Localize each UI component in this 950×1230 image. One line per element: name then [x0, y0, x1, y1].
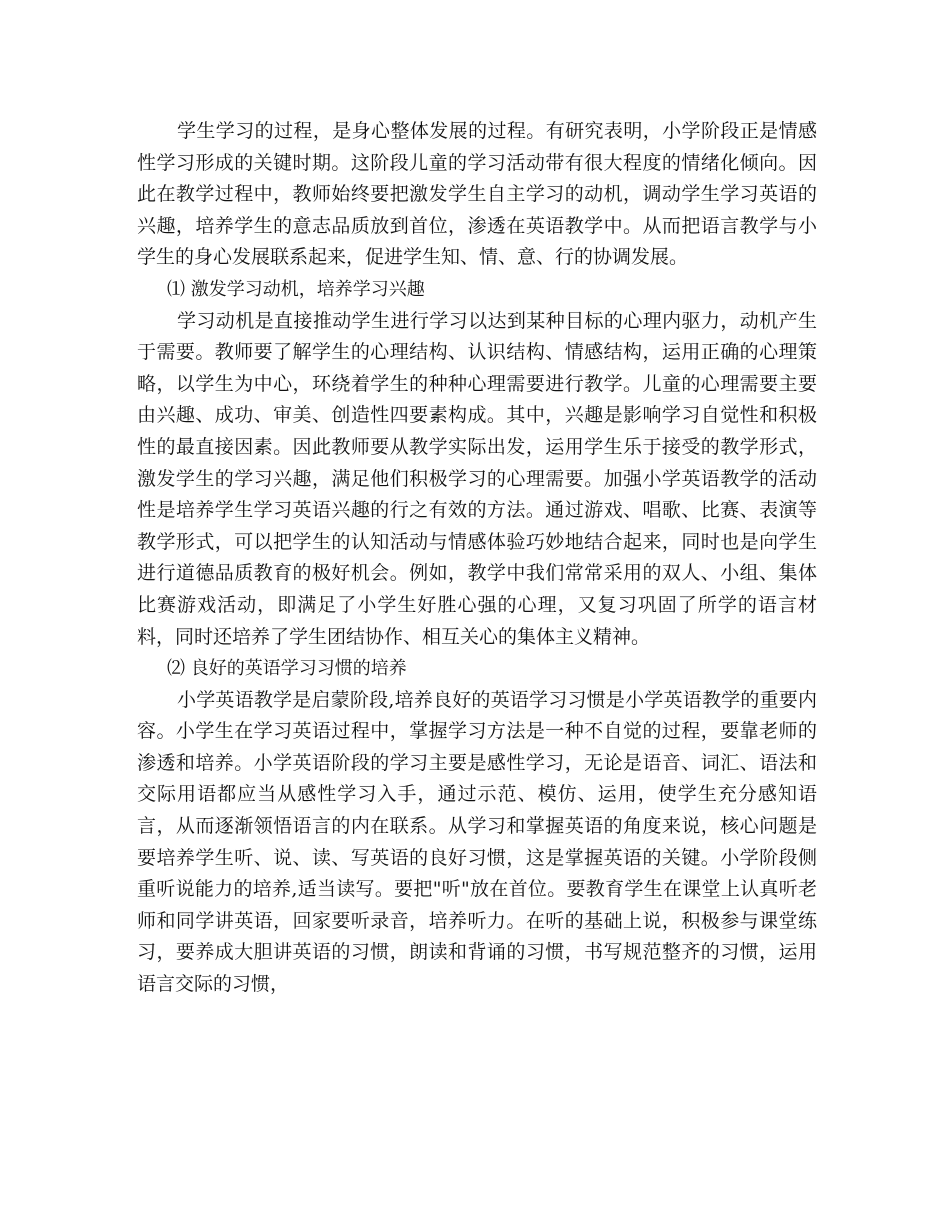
paragraph-motivation: 学习动机是直接推动学生进行学习以达到某种目标的心理内驱力，动机产生于需要。教师要了解学生的心理结构、认识结构、情感结构，运用正确的心理策略，以学生为中心，环绕着学生的种种心理需要进行教学。儿童的心理需要主要由兴趣、成功、审美、创造性四要素构成。其中，兴趣是影响学习自觉性和积极性的最直接因素。因此教师要从教学实际出发，运用学生乐于接受的教学形式，激发学生的学习兴趣，满足他们积极学习的心理需要。加强小学英语教学的活动性是培养学生学习英语兴趣的行之有效的方法。通过游戏、唱歌、比赛、表演等教学形式，可以把学生的认知活动与情感体验巧妙地结合起来，同时也是向学生进行道德品质教育的极好机会。例如，教学中我们常常采用的双人、小组、集体比赛游戏活动，即满足了小学生好胜心强的心理，又复习巩固了所学的语言材料，同时还培养了学生团结协作、相互关心的集体主义精神。	[137, 309, 817, 648]
paragraph-intro: 学生学习的过程，是身心整体发展的过程。有研究表明，小学阶段正是情感性学习形成的关键时期。这阶段儿童的学习活动带有很大程度的情绪化倾向。因此在教学过程中，教师始终要把激发学生自主学习的动机，调动学生学习英语的兴趣，培养学生的意志品质放到首位，渗透在英语教学中。从而把语言教学与小学生的身心发展联系起来，促进学生知、情、意、行的协调发展。	[137, 120, 817, 269]
paragraph-habits: 小学英语教学是启蒙阶段,培养良好的英语学习习惯是小学英语教学的重要内容。小学生在学习英语过程中，掌握学习方法是一种不自觉的过程，要靠老师的渗透和培养。小学英语阶段的学习主要是感性学习，无论是语音、词汇、语法和交际用语都应当从感性学习入手，通过示范、模仿、运用，使学生充分感知语言，从而逐渐领悟语言的内在联系。从学习和掌握英语的角度来说，核心问题是要培养学生听、说、读、写英语的良好习惯，这是掌握英语的关键。小学阶段侧重听说能力的培养,适当读写。要把"听"放在首位。要教育学生在课堂上认真听老师和同学讲英语，回家要听录音，培养听力。在听的基础上说，积极参与课堂练习，要养成大胆讲英语的习惯，朗读和背诵的习惯，书写规范整齐的习惯，运用语言交际的习惯，	[137, 688, 817, 996]
section-heading-2: ⑵ 良好的英语学习习惯的培养	[167, 658, 407, 680]
document-body	[137, 116, 817, 1001]
section-heading-1: ⑴ 激发学习动机，培养学习兴趣	[167, 278, 425, 300]
